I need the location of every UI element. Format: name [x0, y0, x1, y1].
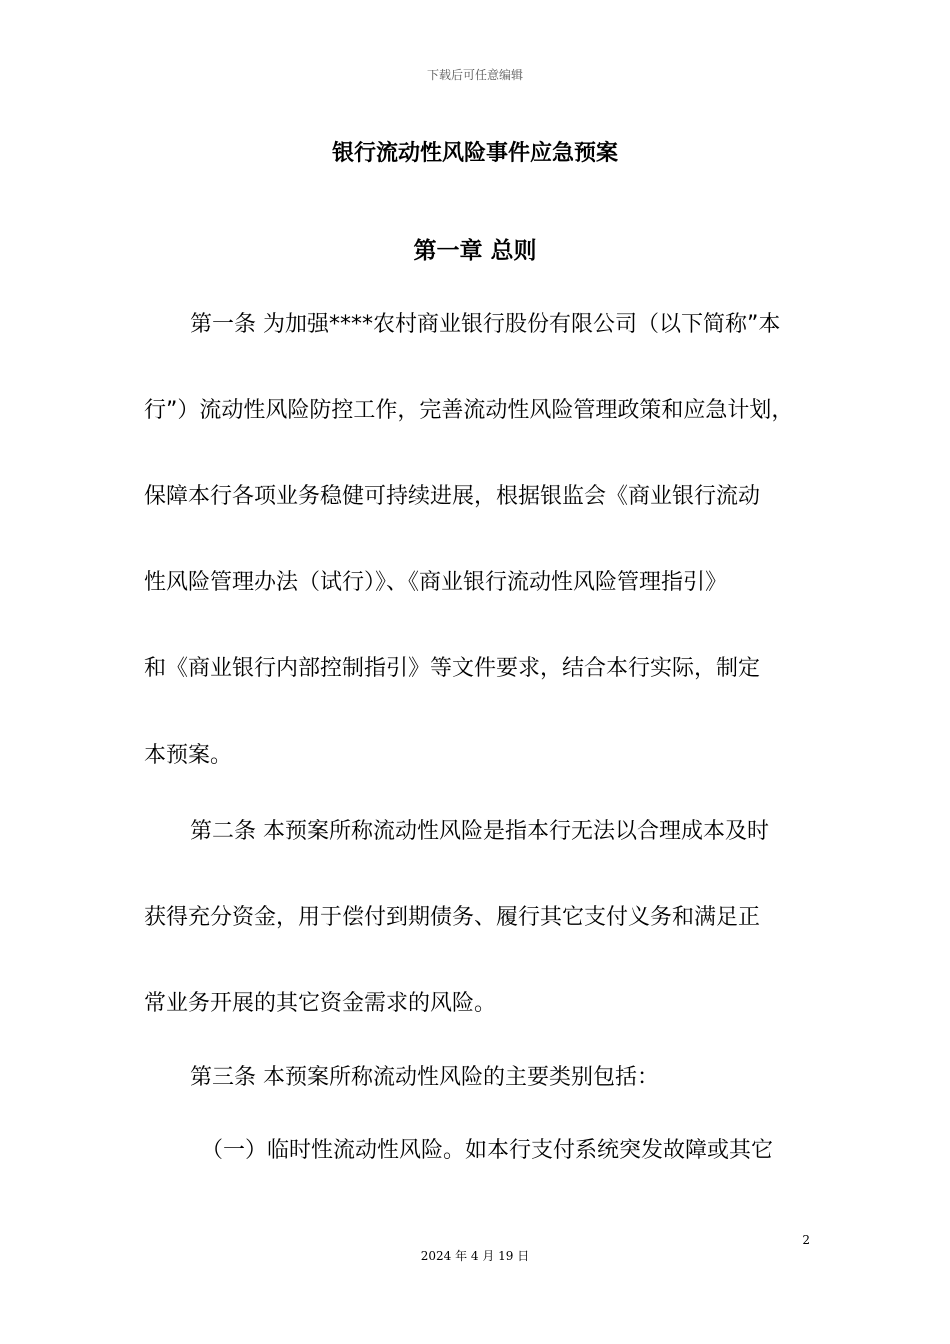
body-line: 行”）流动性风险防控工作，完善流动性风险管理政策和应急计划， [144, 398, 794, 423]
body-line-article-3-start: 第三条 本预案所称流动性风险的主要类别包括： [190, 1065, 659, 1090]
body-line: 本预案。 [144, 743, 233, 768]
page-number: 2 [802, 1233, 810, 1247]
body-line: 保障本行各项业务稳健可持续进展，根据银监会《商业银行流动 [144, 484, 761, 509]
body-line-article-2-start: 第二条 本预案所称流动性风险是指本行无法以合理成本及时 [190, 819, 769, 844]
body-line: 性风险管理办法（试行）》、《商业银行流动性风险管理指引》 [144, 570, 728, 595]
chapter-heading: 第一章 总则 [413, 238, 537, 264]
document-title: 银行流动性风险事件应急预案 [331, 141, 618, 166]
body-line: 获得充分资金，用于偿付到期债务、履行其它支付义务和满足正 [144, 905, 761, 930]
body-line: 和《商业银行内部控制指引》等文件要求，结合本行实际，制定 [144, 656, 761, 681]
body-line-article-1-start: 第一条 为加强****农村商业银行股份有限公司（以下简称”本 [190, 312, 781, 337]
body-line-list-item-1: （一）临时性流动性风险。如本行支付系统突发故障或其它 [201, 1138, 774, 1163]
body-line: 常业务开展的其它资金需求的风险。 [144, 991, 497, 1016]
page-header-note: 下载后可任意编辑 [426, 68, 523, 82]
footer-date: 2024 年 4 月 19 日 [420, 1249, 530, 1263]
